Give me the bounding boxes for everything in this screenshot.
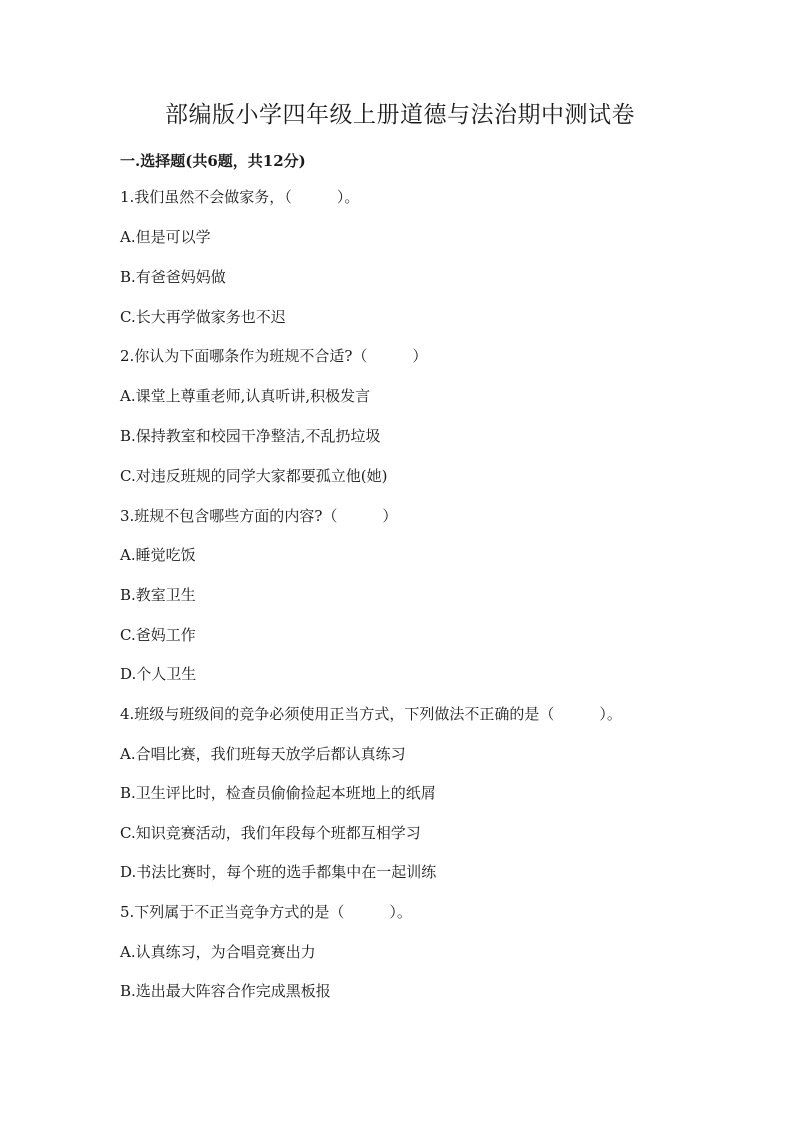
section-heading: 一.选择题(共6题，共12分): [120, 152, 306, 170]
answer-option: A.合唱比赛，我们班每天放学后都认真练习: [120, 745, 406, 763]
question-stem: 5.下列属于不正当竞争方式的是（ ）。: [120, 903, 412, 921]
answer-option: C.长大再学做家务也不迟: [120, 308, 286, 326]
answer-option: A.睡觉吃饭: [120, 546, 196, 564]
answer-option: C.对违反班规的同学大家都要孤立他(她): [120, 467, 388, 485]
question-stem: 3.班规不包含哪些方面的内容?（ ）: [120, 507, 398, 525]
answer-option: D.个人卫生: [120, 665, 197, 683]
answer-option: B.有爸爸妈妈做: [120, 268, 226, 286]
answer-option: C.爸妈工作: [120, 626, 196, 644]
answer-option: A.但是可以学: [120, 228, 211, 246]
answer-option: D.书法比赛时，每个班的选手都集中在一起训练: [120, 863, 437, 881]
answer-option: B.卫生评比时，检查员偷偷捡起本班地上的纸屑: [120, 784, 436, 802]
question-stem: 2.你认为下面哪条作为班规不合适?（ ）: [120, 347, 428, 365]
exam-title: 部编版小学四年级上册道德与法治期中测试卷: [165, 102, 635, 128]
answer-option: B.保持教室和校园干净整洁,不乱扔垃圾: [120, 427, 381, 445]
question-stem: 1.我们虽然不会做家务，（ ）。: [120, 188, 360, 206]
answer-option: B.选出最大阵容合作完成黑板报: [120, 982, 331, 1000]
answer-option: B.教室卫生: [120, 586, 196, 604]
answer-option: A.课堂上尊重老师,认真听讲,积极发言: [120, 387, 371, 405]
question-stem: 4.班级与班级间的竞争必须使用正当方式，下列做法不正确的是（ ）。: [120, 705, 622, 723]
answer-option: A.认真练习，为合唱竞赛出力: [120, 943, 316, 961]
answer-option: C.知识竞赛活动，我们年段每个班都互相学习: [120, 824, 421, 842]
